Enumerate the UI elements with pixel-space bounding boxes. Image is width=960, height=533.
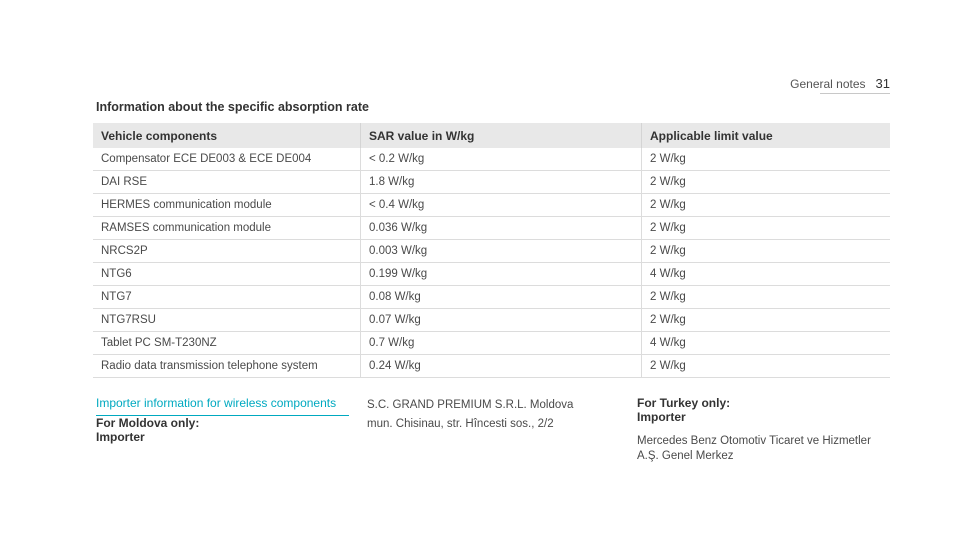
turkey-address-line2: A.Ş. Genel Merkez — [637, 450, 734, 462]
cell-component: NTG7RSU — [93, 309, 361, 332]
cell-component: Radio data transmission telephone system — [93, 355, 361, 378]
cell-sar: 0.003 W/kg — [361, 240, 642, 263]
table-row — [93, 332, 890, 355]
section-name: General notes — [790, 77, 866, 91]
cell-sar: 0.7 W/kg — [361, 332, 642, 355]
table-row — [93, 148, 890, 171]
sar-table — [93, 123, 890, 378]
cell-sar: 0.036 W/kg — [361, 217, 642, 240]
cell-sar: 0.199 W/kg — [361, 263, 642, 286]
cell-component: HERMES communication module — [93, 194, 361, 217]
table-row — [93, 171, 890, 194]
cell-sar: 1.8 W/kg — [361, 171, 642, 194]
section-title: Information about the specific absorption rate — [96, 100, 369, 114]
cell-sar: 0.07 W/kg — [361, 309, 642, 332]
turkey-importer-block — [637, 396, 887, 464]
turkey-label: For Turkey only: — [637, 396, 731, 410]
moldova-importer-block — [96, 416, 199, 444]
page-number: 31 — [875, 76, 890, 91]
page-header — [790, 76, 890, 91]
moldova-label: For Moldova only: — [96, 416, 200, 430]
cell-limit: 2 W/kg — [642, 309, 891, 332]
cell-limit: 2 W/kg — [642, 355, 891, 378]
table-row — [93, 217, 890, 240]
moldova-address-line2: mun. Chisinau, str. Hîncesti sos., 2/2 — [367, 418, 554, 430]
cell-limit: 2 W/kg — [642, 217, 891, 240]
table-row — [93, 240, 890, 263]
cell-limit: 2 W/kg — [642, 171, 891, 194]
cell-limit: 2 W/kg — [642, 286, 891, 309]
table-row — [93, 286, 890, 309]
table-row — [93, 194, 890, 217]
header-rule — [820, 93, 890, 94]
table-row — [93, 355, 890, 378]
cell-limit: 2 W/kg — [642, 148, 891, 171]
importer-info-link[interactable]: Importer information for wireless components — [96, 396, 349, 416]
cell-component: NRCS2P — [93, 240, 361, 263]
cell-sar: < 0.2 W/kg — [361, 148, 642, 171]
cell-limit: 2 W/kg — [642, 240, 891, 263]
cell-sar: < 0.4 W/kg — [361, 194, 642, 217]
turkey-importer-label: Importer — [637, 410, 686, 424]
moldova-address-line1: S.C. GRAND PREMIUM S.R.L. Moldova — [367, 399, 574, 411]
cell-component: NTG6 — [93, 263, 361, 286]
moldova-importer-label: Importer — [96, 430, 145, 444]
column-header-sar-value: SAR value in W/kg — [361, 123, 642, 148]
cell-limit: 4 W/kg — [642, 263, 891, 286]
cell-sar: 0.24 W/kg — [361, 355, 642, 378]
cell-component: Compensator ECE DE003 & ECE DE004 — [93, 148, 361, 171]
column-header-components: Vehicle components — [101, 128, 218, 143]
table-header-row — [93, 123, 890, 148]
cell-limit: 4 W/kg — [642, 332, 891, 355]
table-row — [93, 263, 890, 286]
table-row — [93, 309, 890, 332]
moldova-address — [367, 396, 573, 434]
cell-component: NTG7 — [93, 286, 361, 309]
cell-component: DAI RSE — [93, 171, 361, 194]
column-header-limit-value: Applicable limit value — [642, 123, 891, 148]
turkey-address-line1: Mercedes Benz Otomotiv Ticaret ve Hizmetler — [637, 435, 871, 447]
cell-limit: 2 W/kg — [642, 194, 891, 217]
turkey-address — [637, 434, 887, 464]
cell-component: Tablet PC SM-T230NZ — [93, 332, 361, 355]
cell-sar: 0.08 W/kg — [361, 286, 642, 309]
cell-component: RAMSES communication module — [93, 217, 361, 240]
